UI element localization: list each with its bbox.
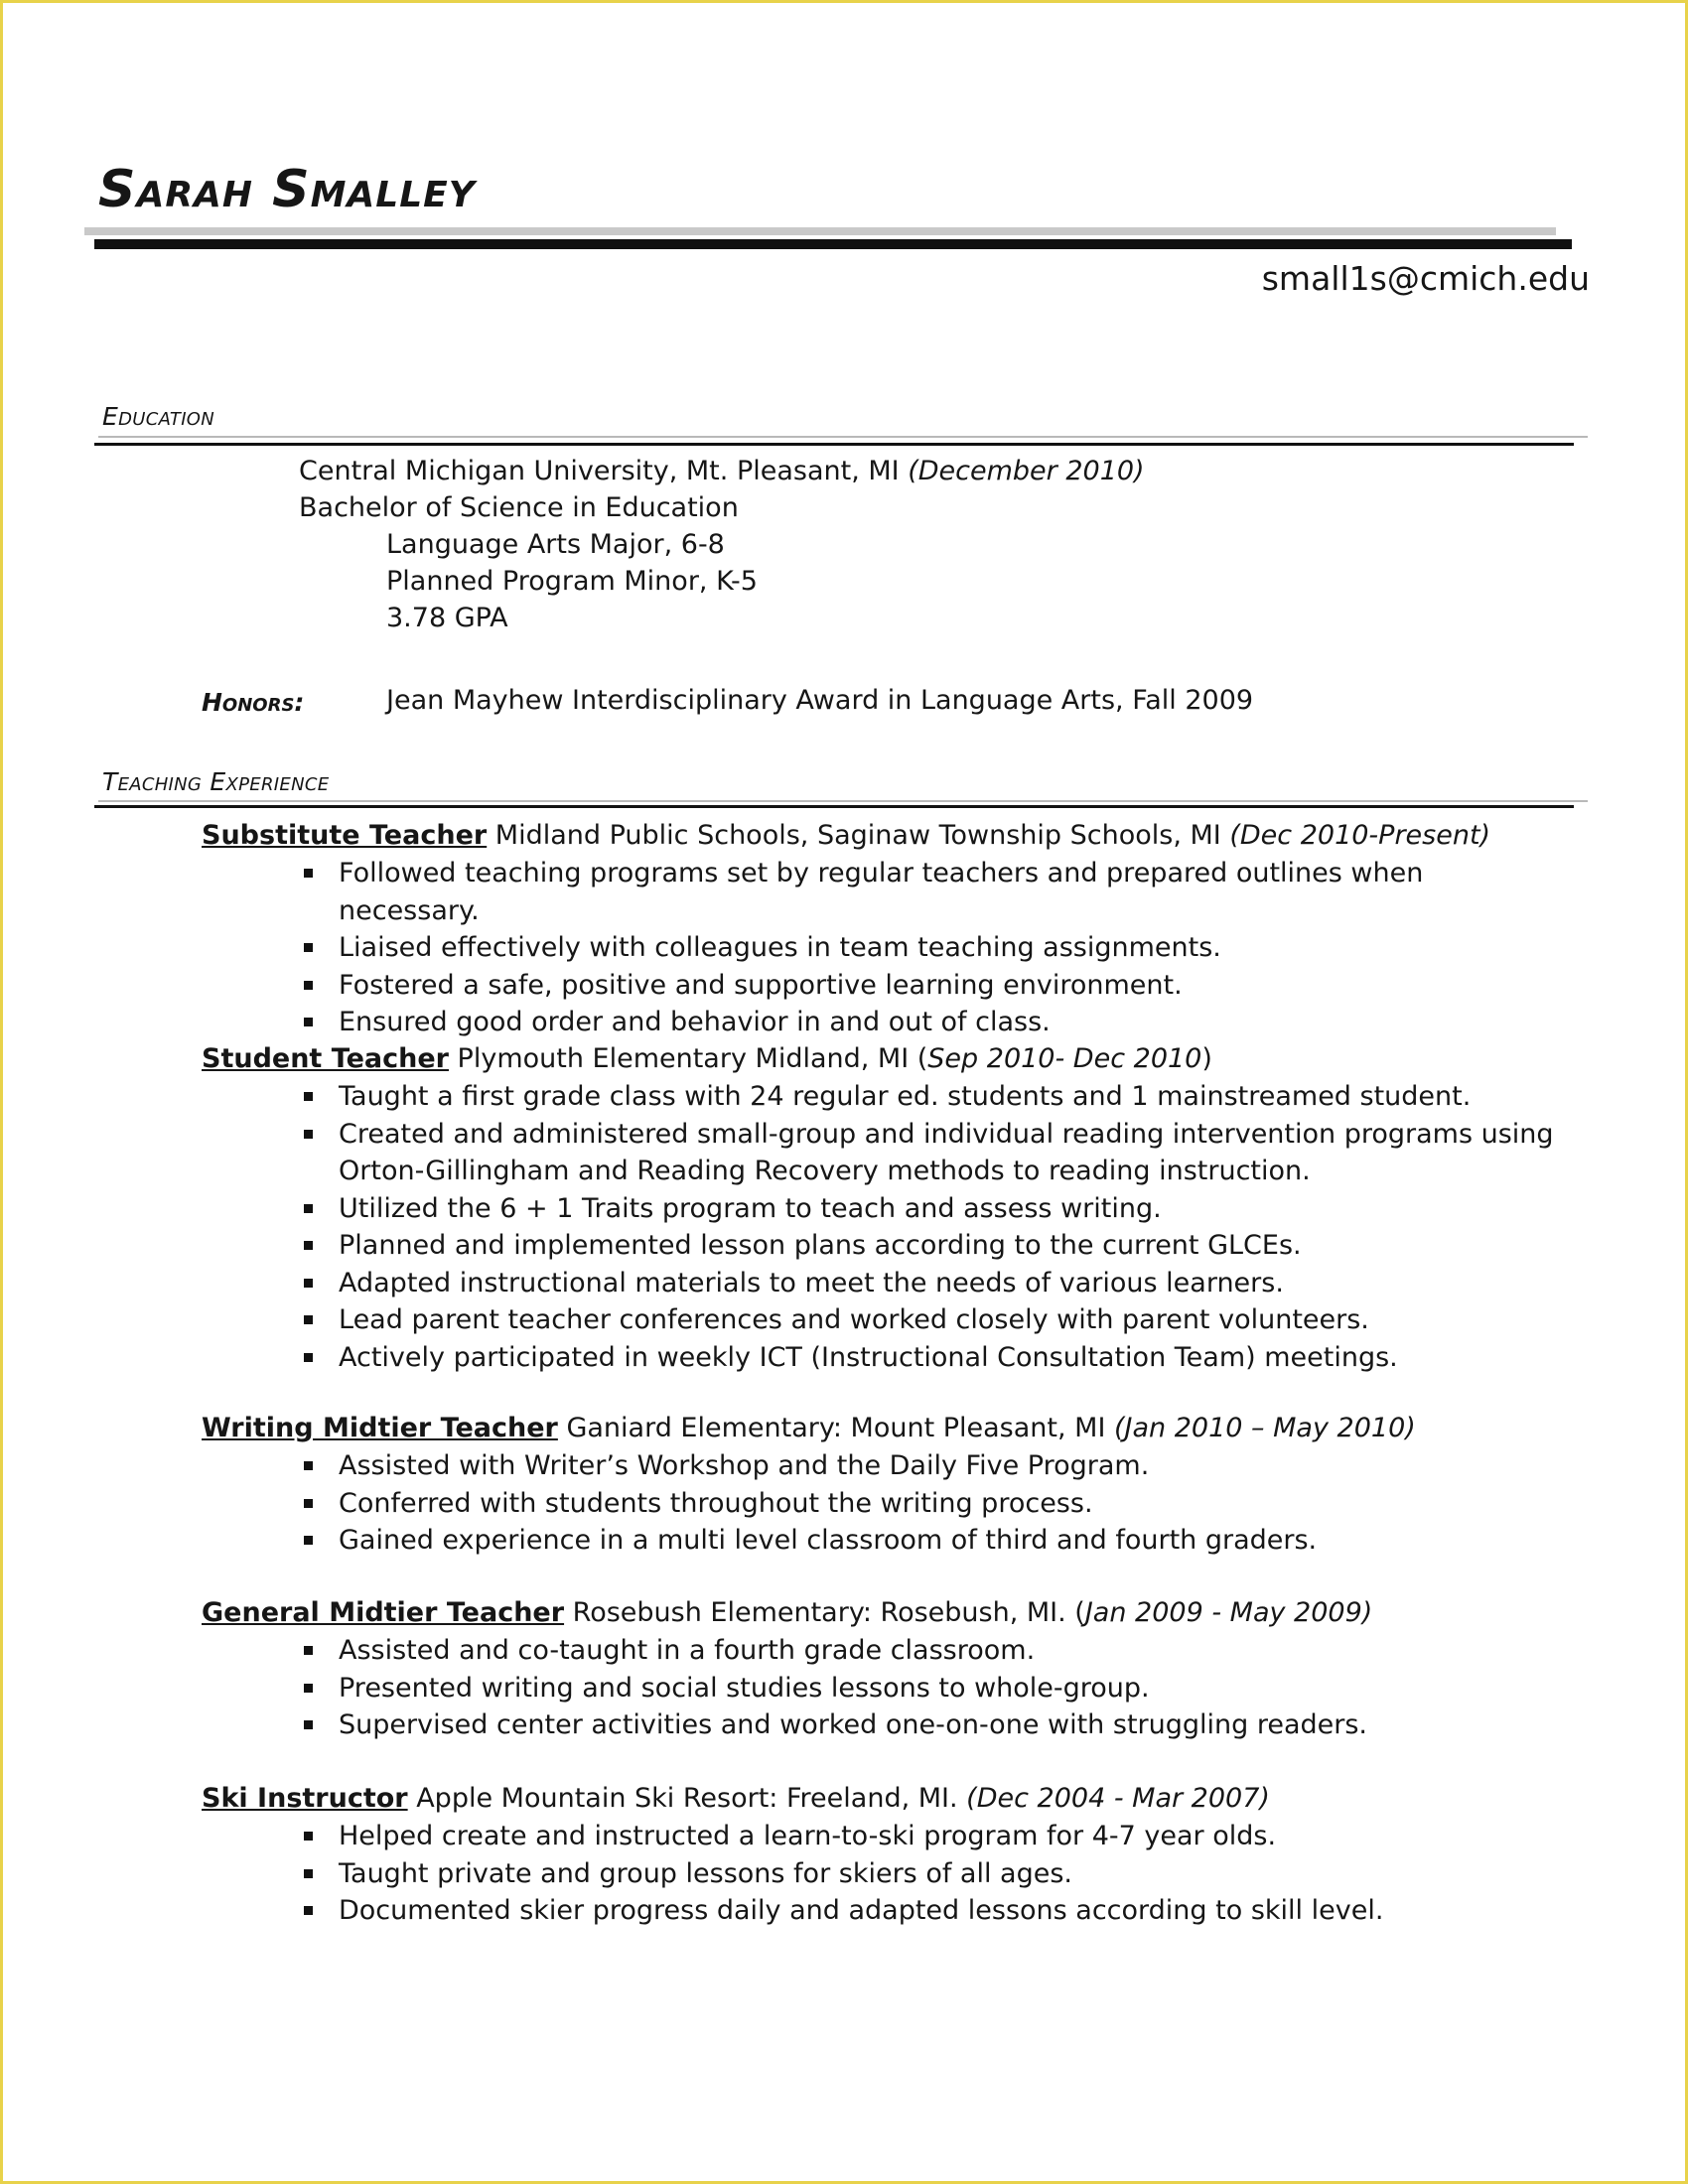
list-item: Followed teaching programs set by regular teachers and prepared outlines when necessary. (202, 855, 1572, 929)
job-dates-suffix: ) (1201, 1043, 1212, 1074)
job-org: Plymouth Elementary Midland, MI ( (448, 1043, 928, 1074)
list-item: Taught a first grade class with 24 regular ed. students and 1 mainstreamed student. (202, 1078, 1572, 1116)
list-item: Conferred with students throughout the writing process. (202, 1485, 1572, 1523)
education-heading: Education (102, 402, 215, 431)
list-item: Utilized the 6 + 1 Traits program to teach and assess writing. (202, 1190, 1572, 1228)
square-bullet-icon (304, 1536, 313, 1545)
list-item: Taught private and group lessons for skiers of all ages. (202, 1855, 1572, 1893)
square-bullet-icon (304, 1869, 313, 1878)
square-bullet-icon (304, 1499, 313, 1508)
square-bullet-icon (304, 1241, 313, 1250)
job-bullets (202, 855, 1572, 1041)
job-title: Writing Midtier Teacher (202, 1413, 558, 1443)
list-item: Gained experience in a multi level classroom of third and fourth graders. (202, 1522, 1572, 1560)
square-bullet-icon (304, 981, 313, 990)
list-item: Ensured good order and behavior in and out of class. (202, 1004, 1572, 1041)
job-dates: (Dec 2010-Present) (1229, 820, 1491, 851)
job-writing-midtier-teacher (202, 1410, 1572, 1560)
job-bullets (202, 1447, 1572, 1560)
job-title: Ski Instructor (202, 1783, 408, 1814)
job-dates: (Dec 2004 - Mar 2007) (966, 1783, 1270, 1814)
job-header (202, 1410, 1572, 1447)
square-bullet-icon (304, 1092, 313, 1101)
job-header (202, 817, 1572, 855)
experience-rule-black (94, 805, 1574, 808)
square-bullet-icon (304, 1204, 313, 1213)
job-org: Apple Mountain Ski Resort: Freeland, MI. (407, 1783, 967, 1814)
job-student-teacher (202, 1040, 1572, 1376)
job-title: Substitute Teacher (202, 820, 488, 851)
square-bullet-icon (304, 1461, 313, 1470)
square-bullet-icon (304, 943, 313, 952)
square-bullet-icon (304, 1279, 313, 1288)
experience-heading: Teaching Experience (102, 767, 330, 796)
job-general-midtier-teacher (202, 1594, 1572, 1744)
job-header (202, 1594, 1572, 1632)
school-date: (December 2010) (908, 456, 1145, 486)
honors-label: Honors: (202, 688, 305, 717)
job-header (202, 1780, 1572, 1818)
list-item: Helped create and instructed a learn-to-ski program for 4-7 year olds. (202, 1818, 1572, 1855)
list-item: Actively participated in weekly ICT (Instructional Consultation Team) meetings. (202, 1339, 1572, 1377)
list-item: Fostered a safe, positive and supportive learning environment. (202, 967, 1572, 1005)
gpa: 3.78 GPA (386, 603, 508, 633)
header-rule-black (94, 239, 1572, 249)
job-org: Ganiard Elementary: Mount Pleasant, MI (557, 1413, 1115, 1443)
education-rule-black (94, 443, 1574, 446)
square-bullet-icon (304, 1832, 313, 1841)
square-bullet-icon (304, 1684, 313, 1693)
job-bullets (202, 1078, 1572, 1376)
square-bullet-icon (304, 1646, 313, 1655)
job-dates: Sep 2010- Dec 2010 (927, 1043, 1202, 1074)
job-title: Student Teacher (202, 1043, 449, 1074)
list-item: Planned and implemented lesson plans according to the current GLCEs. (202, 1227, 1572, 1265)
job-title: General Midtier Teacher (202, 1597, 565, 1628)
honors-text: Jean Mayhew Interdisciplinary Award in Language Arts, Fall 2009 (386, 685, 1254, 716)
job-dates: Jan 2009 - May 2009) (1084, 1597, 1373, 1628)
job-bullets (202, 1818, 1572, 1930)
list-item: Liaised effectively with colleagues in team teaching assignments. (202, 929, 1572, 967)
job-bullets (202, 1632, 1572, 1744)
minor: Planned Program Minor, K-5 (386, 566, 758, 597)
experience-rule-gray (98, 800, 1588, 802)
job-ski-instructor (202, 1780, 1572, 1930)
degree: Bachelor of Science in Education (299, 492, 739, 523)
candidate-name: Sarah Smalley (98, 160, 476, 219)
email-address: small1s@cmich.edu (1261, 259, 1590, 298)
square-bullet-icon (304, 1906, 313, 1915)
job-org: Midland Public Schools, Saginaw Township Schools, MI (487, 820, 1230, 851)
list-item: Presented writing and social studies lessons to whole-group. (202, 1670, 1572, 1707)
school-name: Central Michigan University, Mt. Pleasant, MI (299, 456, 900, 486)
job-substitute-teacher (202, 817, 1572, 1041)
square-bullet-icon (304, 1720, 313, 1729)
square-bullet-icon (304, 1130, 313, 1139)
major: Language Arts Major, 6-8 (386, 529, 725, 560)
job-dates: (Jan 2010 – May 2010) (1114, 1413, 1416, 1443)
square-bullet-icon (304, 1018, 313, 1026)
education-rule-gray (98, 436, 1588, 438)
square-bullet-icon (304, 1315, 313, 1324)
square-bullet-icon (304, 1353, 313, 1362)
list-item: Assisted and co-taught in a fourth grade classroom. (202, 1632, 1572, 1670)
school-line (299, 456, 1145, 486)
job-header (202, 1040, 1572, 1078)
list-item: Created and administered small-group and individual reading intervention programs using Orton-Gillingham and Reading Recovery methods to reading instruction. (202, 1116, 1572, 1190)
square-bullet-icon (304, 869, 313, 878)
header-rule-gray (84, 227, 1556, 235)
list-item: Assisted with Writer’s Workshop and the Daily Five Program. (202, 1447, 1572, 1485)
list-item: Supervised center activities and worked one-on-one with struggling readers. (202, 1706, 1572, 1744)
list-item: Documented skier progress daily and adapted lessons according to skill level. (202, 1892, 1572, 1930)
job-org: Rosebush Elementary: Rosebush, MI. ( (564, 1597, 1085, 1628)
list-item: Adapted instructional materials to meet the needs of various learners. (202, 1265, 1572, 1302)
list-item: Lead parent teacher conferences and worked closely with parent volunteers. (202, 1301, 1572, 1339)
